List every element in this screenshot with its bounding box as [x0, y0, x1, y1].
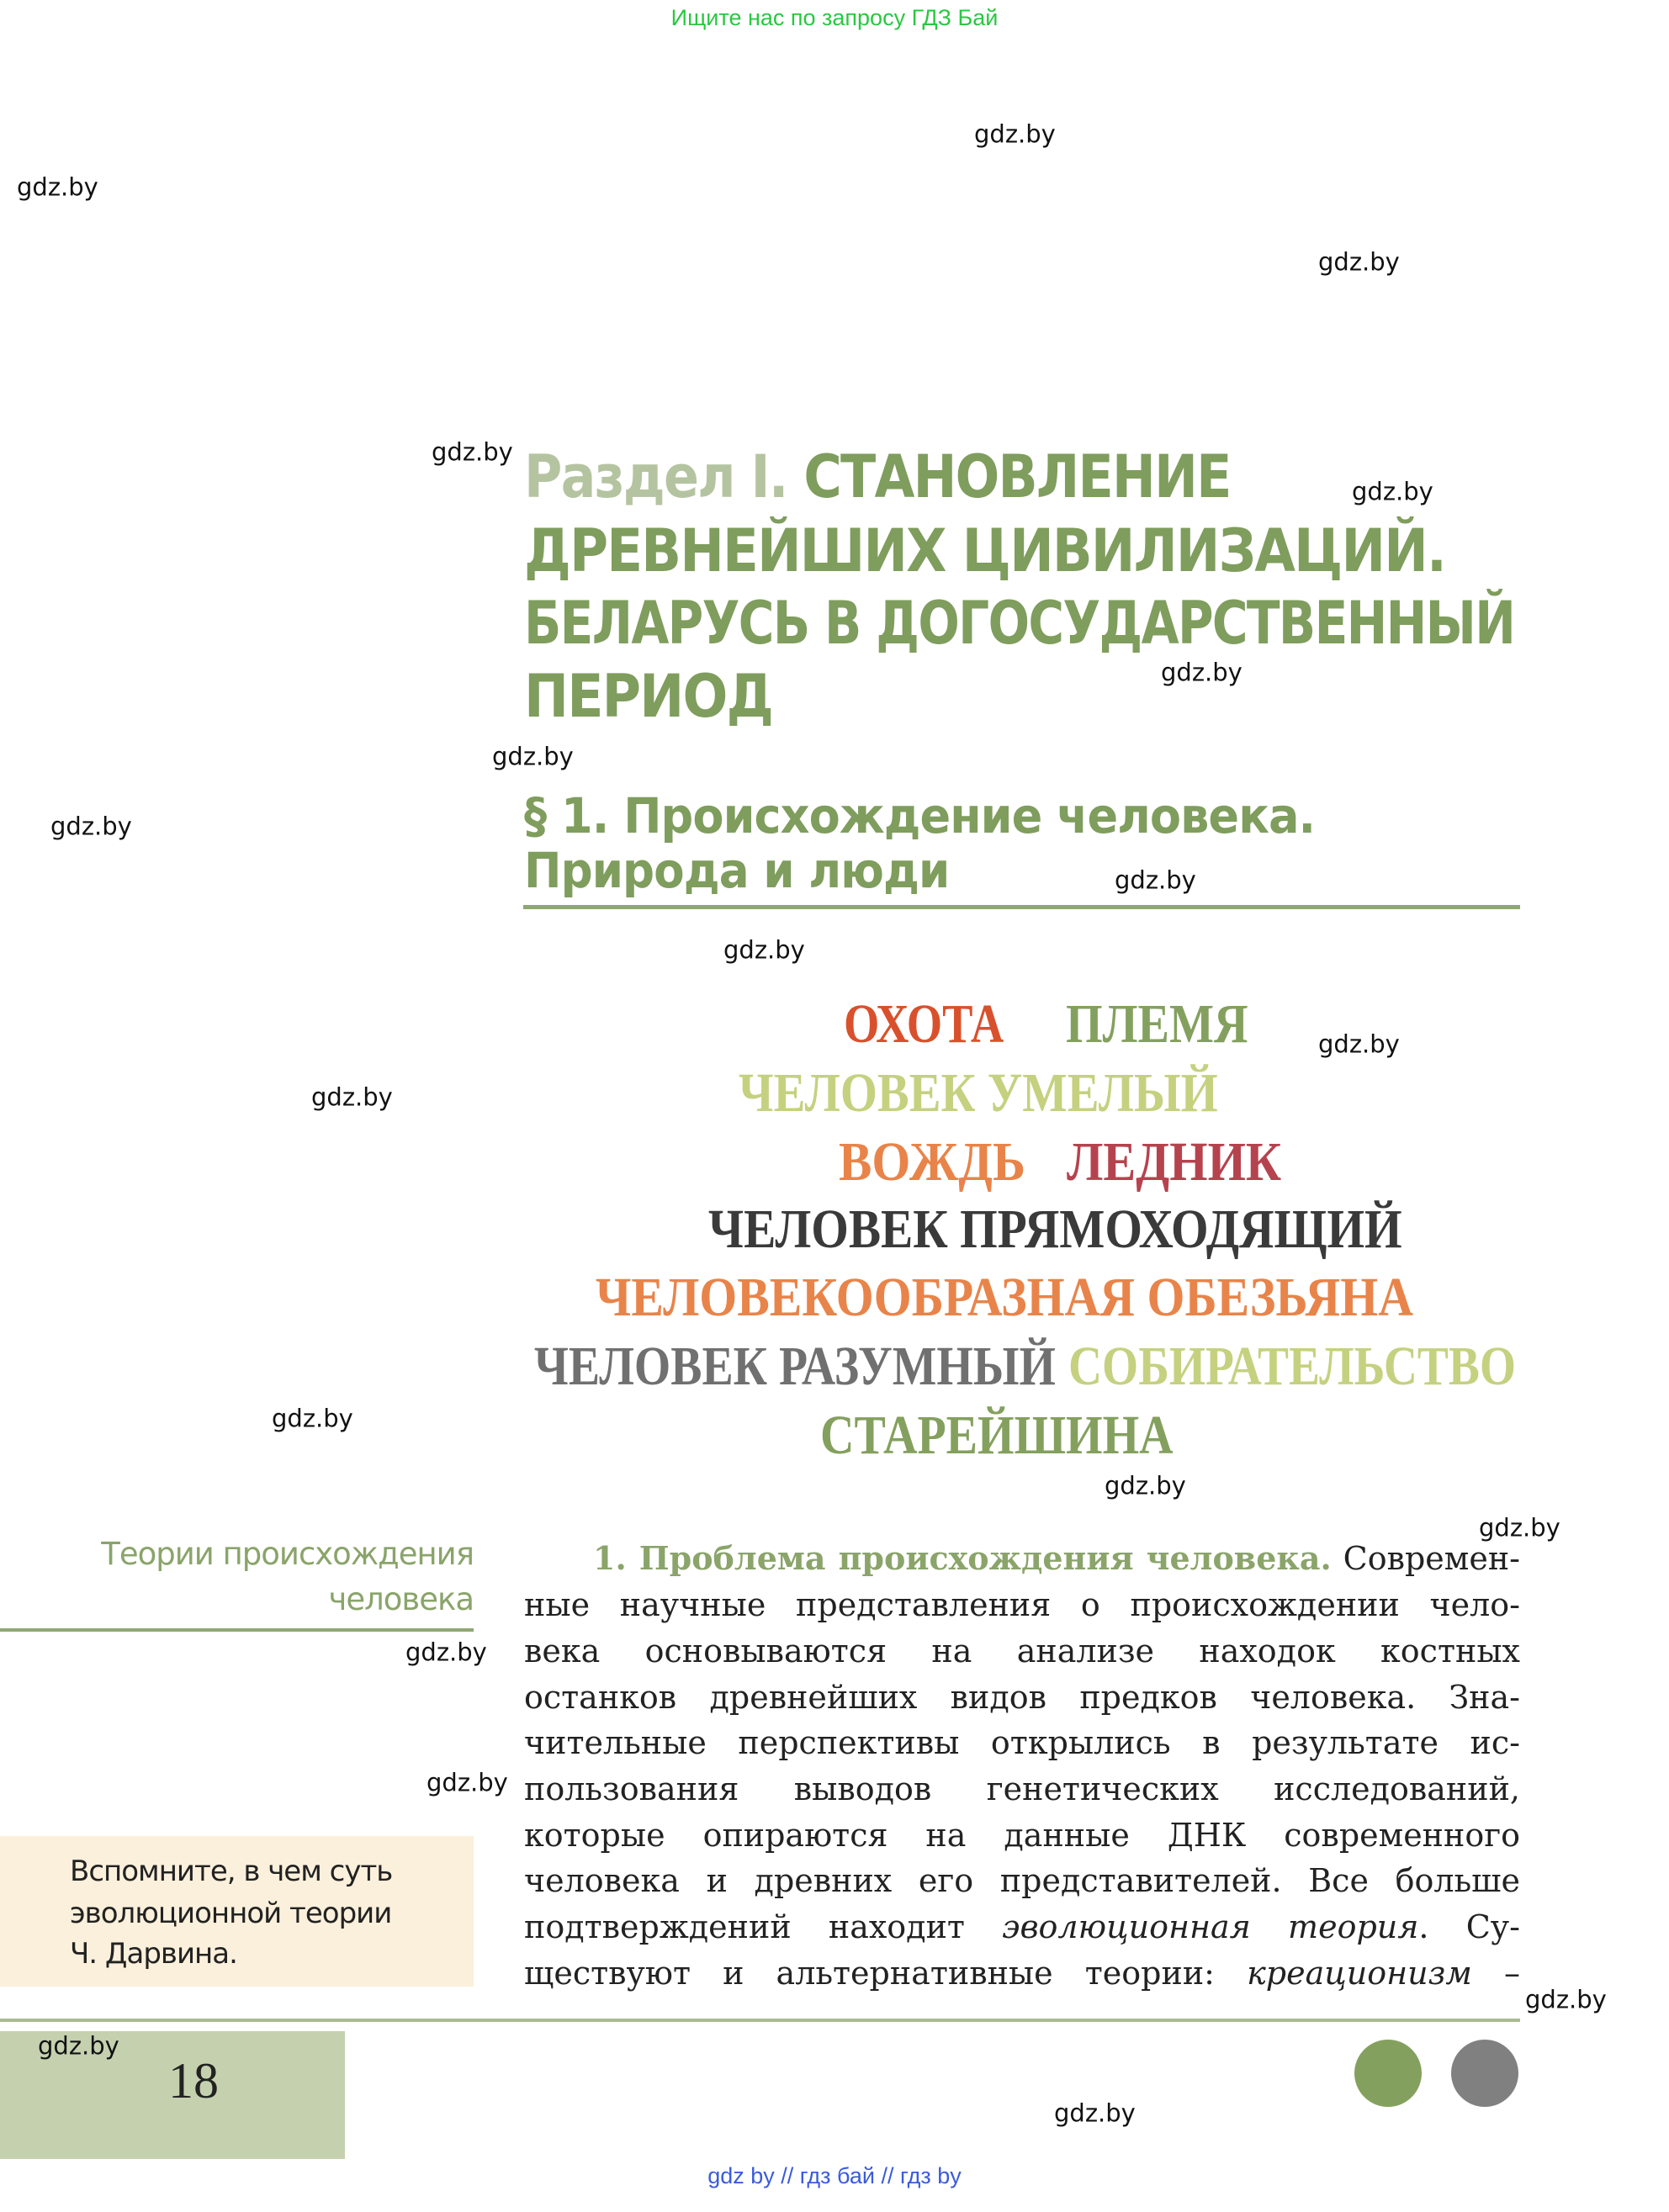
cloud-word-elder: СТАРЕЙШИНА [820, 1405, 1174, 1466]
body-line: которые опираются на данные ДНК современного [524, 1817, 1520, 1854]
watermark: gdz.by [1318, 1029, 1400, 1059]
cloud-word-tribe: ПЛЕМЯ [1066, 993, 1248, 1055]
green-dot-icon [1354, 2040, 1422, 2107]
body-line: века основываются на анализе находок костных [524, 1633, 1520, 1670]
watermark: gdz.by [405, 1638, 487, 1667]
body-line [524, 1908, 1520, 1945]
body-heading: 1. Проблема происхождения человека. [593, 1539, 1332, 1577]
recall-line: эволюционной теории [70, 1897, 392, 1930]
page-number: 18 [168, 2053, 219, 2109]
title-divider [523, 905, 1520, 909]
watermark: gdz.by [17, 172, 98, 202]
watermark: gdz.by [1115, 865, 1196, 895]
body-line: человека и древних его представителей. Все больше [524, 1862, 1520, 1899]
gray-dot-icon [1451, 2040, 1518, 2107]
body-text: . Су- [1418, 1908, 1520, 1945]
paragraph-title-line2: Природа и люди [524, 842, 950, 899]
watermark: gdz.by [974, 119, 1056, 149]
body-line: ные научные представления о происхождении чело- [524, 1586, 1520, 1623]
cloud-word-glacier: ЛЕДНИК [1067, 1131, 1282, 1193]
sidebar-divider [0, 1628, 474, 1632]
watermark: gdz.by [38, 2031, 119, 2061]
watermark: gdz.by [492, 742, 574, 771]
body-line [524, 1955, 1520, 1992]
section-title-line2: ДРЕВНЕЙШИХ ЦИВИЛИЗАЦИЙ. [524, 516, 1445, 585]
watermark: gdz.by [1161, 658, 1242, 687]
body-text: подтверждений находит [524, 1908, 965, 1945]
sidebar-heading [101, 1532, 474, 1622]
cloud-word-gathering: СОБИРАТЕЛЬСТВО [1068, 1336, 1517, 1397]
watermark: gdz.by [1318, 247, 1400, 277]
watermark: gdz.by [427, 1768, 508, 1797]
watermark: gdz.by [1479, 1513, 1560, 1543]
section-title-text: СТАНОВЛЕНИЕ [803, 442, 1231, 511]
footer-divider [0, 2019, 1520, 2022]
section-title-line4: ПЕРИОД [524, 662, 773, 731]
watermark: gdz.by [1054, 2098, 1136, 2128]
cloud-word-ape: ЧЕЛОВЕКООБРАЗНАЯ ОБЕЗЬЯНА [596, 1267, 1413, 1328]
section-title-line1 [524, 441, 1231, 514]
cloud-word-chief: ВОЖДЬ [839, 1131, 1026, 1193]
watermark: gdz.by [1105, 1471, 1186, 1500]
watermark: gdz.by [1525, 1985, 1607, 2014]
body-text: ществуют и альтернативные теории: [524, 1955, 1215, 1992]
watermark: gdz.by [50, 812, 132, 841]
footer-links[interactable]: gdz by // гдз бай // гдз by [707, 2163, 962, 2188]
cloud-word-hunting: ОХОТА [844, 993, 1004, 1055]
body-line [593, 1539, 1520, 1577]
body-line: пользования выводов генетических исследований, [524, 1770, 1520, 1807]
search-banner[interactable]: Ищите нас по запросу ГДЗ Бай [670, 5, 999, 30]
watermark: gdz.by [272, 1404, 353, 1433]
section-title-line3: БЕЛАРУСЬ В ДОГОСУДАРСТВЕННЫЙ [524, 589, 1515, 658]
cloud-word-homo-erectus: ЧЕЛОВЕК ПРЯМОХОДЯЩИЙ [708, 1199, 1402, 1260]
body-text: – [1471, 1955, 1520, 1992]
watermark: gdz.by [1352, 477, 1433, 506]
section-prefix: Раздел I. [524, 442, 787, 511]
recall-line: Ч. Дарвина. [70, 1937, 237, 1971]
cloud-word-homo-sapiens: ЧЕЛОВЕК РАЗУМНЫЙ [534, 1336, 1056, 1397]
body-line: останков древнейших видов предков человека. Зна- [524, 1679, 1520, 1716]
body-text: Современ- [1343, 1540, 1520, 1577]
sidebar-heading-line1: Теории происхождения [101, 1536, 474, 1572]
term-evolution-theory: эволюционная теория [1002, 1908, 1419, 1945]
watermark: gdz.by [432, 437, 513, 467]
sidebar-heading-line2: человека [328, 1581, 474, 1617]
watermark: gdz.by [311, 1082, 393, 1112]
cloud-word-homo-habilis: ЧЕЛОВЕК УМЕЛЫЙ [739, 1062, 1218, 1124]
watermark: gdz.by [723, 935, 805, 965]
term-creationism: креационизм [1247, 1955, 1472, 1992]
body-line: чительные перспективы открылись в результате ис- [524, 1724, 1520, 1761]
paragraph-title-line1: § 1. Происхождение человека. [524, 787, 1316, 844]
recall-line: Вспомните, в чем суть [70, 1855, 393, 1888]
